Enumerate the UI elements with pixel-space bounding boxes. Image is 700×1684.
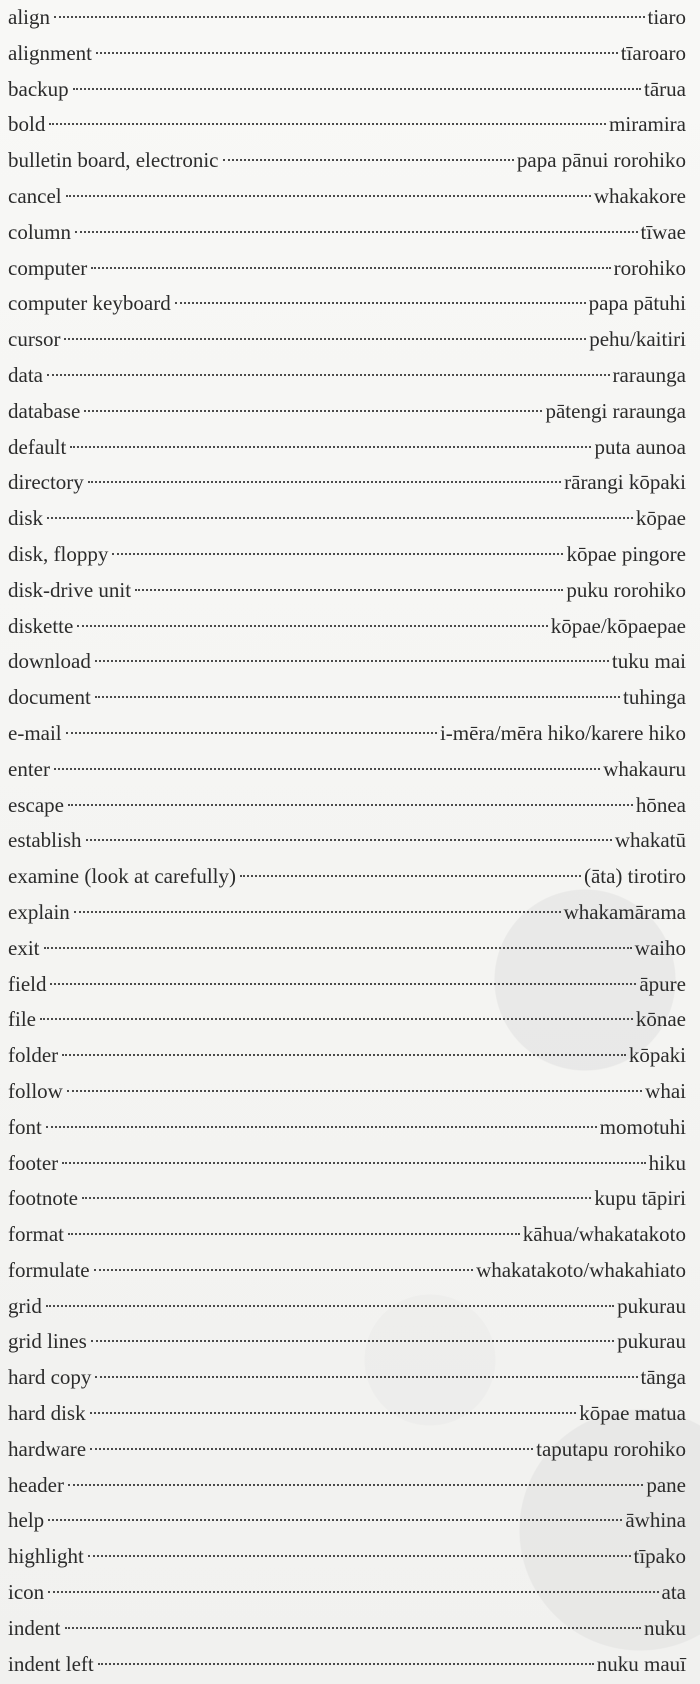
glossary-translation: āwhina xyxy=(625,1508,686,1533)
glossary-translation: whakatū xyxy=(614,828,686,853)
glossary-translation: puku rorohiko xyxy=(566,577,686,602)
glossary-translation: pane xyxy=(646,1472,686,1497)
glossary-row xyxy=(8,823,686,859)
glossary-row xyxy=(8,967,686,1003)
glossary-row xyxy=(8,1539,686,1575)
glossary-row xyxy=(8,1217,686,1253)
glossary-term: cancel xyxy=(8,183,62,208)
glossary-row xyxy=(8,1324,686,1360)
glossary-row xyxy=(8,1396,686,1432)
glossary-row xyxy=(8,1038,686,1074)
glossary-row xyxy=(8,1253,686,1289)
dot-leader xyxy=(96,52,618,54)
glossary-term: highlight xyxy=(8,1544,84,1569)
dot-leader xyxy=(90,1412,577,1414)
glossary-row xyxy=(8,752,686,788)
glossary-term: directory xyxy=(8,470,84,495)
dot-leader xyxy=(54,768,600,770)
dot-leader xyxy=(112,553,563,555)
dot-leader xyxy=(135,589,563,591)
glossary-term: computer keyboard xyxy=(8,291,171,316)
glossary-term: escape xyxy=(8,792,64,817)
glossary-term: cursor xyxy=(8,327,61,352)
glossary-row xyxy=(8,1360,686,1396)
glossary-row xyxy=(8,179,686,215)
dot-leader xyxy=(95,660,609,662)
glossary-row xyxy=(8,573,686,609)
dot-leader xyxy=(175,302,586,304)
dot-leader xyxy=(94,1269,473,1271)
glossary-translation: āpure xyxy=(639,971,686,996)
glossary-term: diskette xyxy=(8,613,74,638)
dot-leader xyxy=(46,1305,614,1307)
glossary-row xyxy=(8,501,686,537)
dot-leader xyxy=(84,410,542,412)
glossary-term: folder xyxy=(8,1043,59,1068)
glossary-row xyxy=(8,1146,686,1182)
glossary-term: default xyxy=(8,434,67,459)
glossary-row xyxy=(8,644,686,680)
glossary-term: exit xyxy=(8,935,40,960)
glossary-translation: whakakore xyxy=(593,183,686,208)
glossary-row xyxy=(8,895,686,931)
dot-leader xyxy=(98,1663,594,1665)
glossary-translation: whakamārama xyxy=(563,899,686,924)
glossary-term: disk, floppy xyxy=(8,541,109,566)
glossary-translation: ata xyxy=(661,1580,686,1605)
glossary-translation: tīwae xyxy=(640,219,686,244)
dot-leader xyxy=(62,1162,646,1164)
glossary-row xyxy=(8,537,686,573)
dot-leader xyxy=(68,804,633,806)
dot-leader xyxy=(90,1448,533,1450)
glossary-term: bold xyxy=(8,112,46,137)
glossary-translation: tuhinga xyxy=(623,685,686,710)
dot-leader xyxy=(70,446,591,448)
glossary-term: document xyxy=(8,685,91,710)
glossary-row xyxy=(8,680,686,716)
glossary-term: hardware xyxy=(8,1436,87,1461)
glossary-term: file xyxy=(8,1007,36,1032)
glossary-row xyxy=(8,1611,686,1647)
glossary-translation: nuku xyxy=(644,1615,686,1640)
dot-leader xyxy=(91,1340,614,1342)
glossary-translation: tīpako xyxy=(633,1544,686,1569)
glossary-term: disk xyxy=(8,506,44,531)
glossary-translation: pehu/kaitiri xyxy=(589,327,686,352)
glossary-row xyxy=(8,72,686,108)
glossary-translation: hiku xyxy=(648,1150,686,1175)
glossary-row xyxy=(8,1468,686,1504)
glossary-row xyxy=(8,788,686,824)
glossary-row xyxy=(8,36,686,72)
dot-leader xyxy=(44,947,632,949)
dot-leader xyxy=(88,481,561,483)
glossary-term: hard disk xyxy=(8,1401,86,1426)
glossary-translation: tānga xyxy=(640,1365,686,1390)
glossary-list xyxy=(8,0,686,1682)
glossary-term: hard copy xyxy=(8,1365,92,1390)
glossary-row xyxy=(8,716,686,752)
glossary-translation: raraunga xyxy=(612,362,686,387)
glossary-translation: kōpae/kōpaepae xyxy=(550,613,686,638)
glossary-term: align xyxy=(8,5,50,29)
glossary-term: footnote xyxy=(8,1186,78,1211)
glossary-row xyxy=(8,215,686,251)
glossary-row xyxy=(8,430,686,466)
glossary-term: column xyxy=(8,219,71,244)
glossary-term: grid lines xyxy=(8,1329,87,1354)
glossary-translation: pukurau xyxy=(617,1329,686,1354)
dot-leader xyxy=(40,1018,633,1020)
glossary-row xyxy=(8,609,686,645)
glossary-row xyxy=(8,358,686,394)
glossary-translation: whakauru xyxy=(603,756,686,781)
dot-leader xyxy=(64,338,586,340)
glossary-translation: whai xyxy=(645,1078,686,1103)
glossary-translation: (āta) tirotiro xyxy=(583,864,686,889)
glossary-term: explain xyxy=(8,899,70,924)
dot-leader xyxy=(48,1591,658,1593)
dot-leader xyxy=(65,1627,642,1629)
dot-leader xyxy=(88,1555,631,1557)
glossary-row xyxy=(8,1575,686,1611)
glossary-translation: momotuhi xyxy=(599,1114,686,1139)
glossary-row xyxy=(8,1289,686,1325)
glossary-term: help xyxy=(8,1508,45,1533)
dot-leader xyxy=(240,875,581,877)
glossary-row xyxy=(8,143,686,179)
glossary-term: enter xyxy=(8,756,50,781)
glossary-term: grid xyxy=(8,1293,42,1318)
dot-leader xyxy=(54,16,645,18)
glossary-term: indent xyxy=(8,1615,61,1640)
dot-leader xyxy=(223,159,514,161)
glossary-translation: taputapu rorohiko xyxy=(536,1436,686,1461)
dot-leader xyxy=(74,911,561,913)
dot-leader xyxy=(82,1197,591,1199)
dot-leader xyxy=(47,517,633,519)
dot-leader xyxy=(49,123,606,125)
glossary-row xyxy=(8,931,686,967)
glossary-term: examine (look at carefully) xyxy=(8,864,236,889)
glossary-translation: rārangi kōpaki xyxy=(564,470,686,495)
glossary-translation: puta aunoa xyxy=(594,434,686,459)
dot-leader xyxy=(77,625,547,627)
glossary-translation: tuku mai xyxy=(611,649,686,674)
glossary-translation: papa pātuhi xyxy=(588,291,686,316)
dot-leader xyxy=(66,732,437,734)
glossary-term: disk-drive unit xyxy=(8,577,132,602)
glossary-translation: kōpae pingore xyxy=(566,541,686,566)
dot-leader xyxy=(73,88,641,90)
glossary-term: footer xyxy=(8,1150,59,1175)
glossary-translation: papa pānui rorohiko xyxy=(516,148,686,173)
glossary-row xyxy=(8,0,686,36)
glossary-term: format xyxy=(8,1222,64,1247)
glossary-translation: pukurau xyxy=(617,1293,686,1318)
dot-leader xyxy=(66,195,591,197)
glossary-translation: miramira xyxy=(609,112,686,137)
glossary-row xyxy=(8,1503,686,1539)
glossary-row xyxy=(8,1647,686,1683)
glossary-translation: whakatakoto/whakahiato xyxy=(476,1257,686,1282)
glossary-translation: kōpae matua xyxy=(579,1401,686,1426)
glossary-term: header xyxy=(8,1472,64,1497)
glossary-translation: hōnea xyxy=(635,792,686,817)
glossary-translation: i-mēra/mēra hiko/karere hiko xyxy=(439,720,686,745)
glossary-translation: kāhua/whakatakoto xyxy=(522,1222,686,1247)
glossary-term: data xyxy=(8,362,43,387)
glossary-row xyxy=(8,322,686,358)
glossary-row xyxy=(8,1002,686,1038)
glossary-row xyxy=(8,286,686,322)
dot-leader xyxy=(86,839,612,841)
glossary-row xyxy=(8,1110,686,1146)
glossary-term: follow xyxy=(8,1078,63,1103)
glossary-term: formulate xyxy=(8,1257,90,1282)
dot-leader xyxy=(67,1090,642,1092)
glossary-term: database xyxy=(8,398,81,423)
dot-leader xyxy=(75,231,638,233)
dot-leader xyxy=(48,1519,622,1521)
glossary-term: bulletin board, electronic xyxy=(8,148,219,173)
glossary-translation: kupu tāpiri xyxy=(594,1186,686,1211)
dot-leader xyxy=(68,1484,643,1486)
glossary-row xyxy=(8,107,686,143)
dot-leader xyxy=(47,374,610,376)
glossary-row xyxy=(8,394,686,430)
glossary-row xyxy=(8,465,686,501)
glossary-term: establish xyxy=(8,828,82,853)
glossary-translation: waiho xyxy=(634,935,686,960)
glossary-translation: kōpaki xyxy=(628,1043,686,1068)
glossary-row xyxy=(8,1181,686,1217)
dot-leader xyxy=(95,696,620,698)
glossary-term: alignment xyxy=(8,40,92,65)
glossary-term: icon xyxy=(8,1580,45,1605)
dot-leader xyxy=(68,1233,520,1235)
dot-leader xyxy=(46,1126,597,1128)
glossary-term: computer xyxy=(8,255,88,280)
dot-leader xyxy=(95,1376,637,1378)
glossary-translation: nuku mauī xyxy=(596,1651,686,1676)
glossary-translation: kōnae xyxy=(635,1007,686,1032)
glossary-term: font xyxy=(8,1114,42,1139)
glossary-translation: kōpae xyxy=(635,506,686,531)
glossary-row xyxy=(8,1432,686,1468)
glossary-translation: rorohiko xyxy=(613,255,686,280)
glossary-row xyxy=(8,859,686,895)
glossary-row xyxy=(8,251,686,287)
glossary-translation: tiaro xyxy=(647,5,686,29)
dot-leader xyxy=(50,983,636,985)
glossary-term: e-mail xyxy=(8,720,62,745)
glossary-term: indent left xyxy=(8,1651,94,1676)
glossary-row xyxy=(8,1074,686,1110)
glossary-translation: tārua xyxy=(644,76,686,101)
glossary-translation: pātengi raraunga xyxy=(545,398,686,423)
dot-leader xyxy=(91,267,610,269)
glossary-term: download xyxy=(8,649,91,674)
dot-leader xyxy=(62,1054,626,1056)
glossary-translation: tīaroaro xyxy=(620,40,686,65)
glossary-term: backup xyxy=(8,76,69,101)
glossary-term: field xyxy=(8,971,47,996)
